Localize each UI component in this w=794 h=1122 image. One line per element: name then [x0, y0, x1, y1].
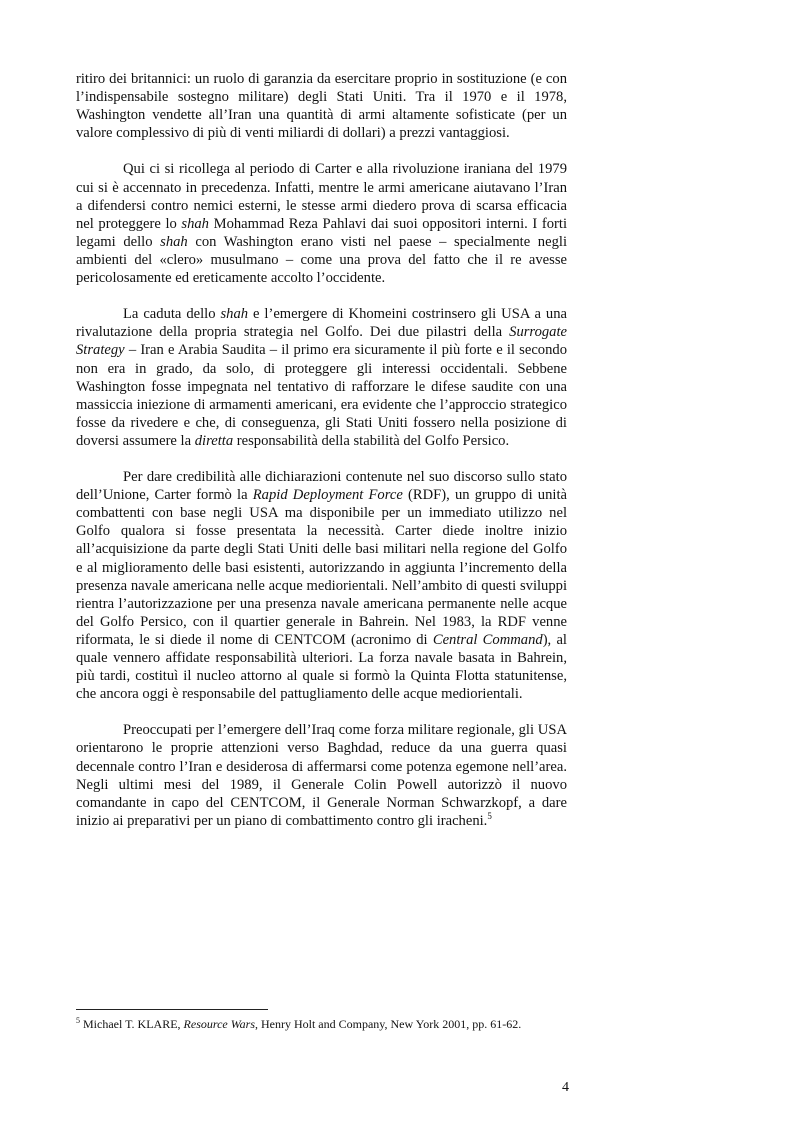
body-text — [76, 70, 567, 830]
paragraph — [76, 468, 567, 703]
text-run: La caduta dello — [123, 306, 221, 323]
text-run: Per dare credibilità alle dichiarazioni contenute nel suo discorso sullo stato dell’Unione, Carter formò la — [76, 469, 567, 504]
paragraph — [76, 721, 567, 830]
text-run: responsabilità della stabilità del Golfo Persico. — [233, 432, 510, 449]
text-run: (RDF), un gruppo di unità combattenti con base negli USA ma disponibile per un immediato utilizzo nel Golfo qualora si fosse presentata la necessità. Carter diede inoltre inizio all’acquisizione da parte degli Stati Uniti delle basi militari nella regione del Golfo e al miglioramento delle basi esistenti, autorizzando in aggiunta l’incremento della presenza navale americana nelle acque mediorientali. Nell’ambito di questi sviluppi rientra l’autorizzazione per una presenza navale americana permanente nelle acque del Golfo Persico, con il quartier generale in Bahrein. Nel 1983, la RDF venne riformata, le si diede il nome di CENTCOM (acronimo di — [76, 487, 567, 648]
paragraph — [76, 160, 567, 287]
footnote — [76, 1014, 567, 1034]
paragraph — [76, 305, 567, 450]
text-run: Preoccupati per l’emergere dell’Iraq come forza militare regionale, gli USA orientarono le proprie attenzioni verso Baghdad, reduce da una guerra quasi decennale contro l’Iran e desiderosa di affermarsi come potenza egemone nell’area. Negli ultimi mesi del 1989, il Generale Colin Powell autorizzò il nuovo comandante in capo del CENTCOM, il Generale Norman Schwarzkopf, a dare inizio ai preparativi per un piano di combattimento contro gli iracheni. — [76, 722, 567, 829]
footnote-marker: 5 — [76, 1016, 80, 1025]
page-number: 4 — [562, 1080, 569, 1095]
italic-text: Central Command — [432, 631, 543, 648]
italic-text: shah — [181, 215, 209, 232]
italic-text: shah — [220, 306, 249, 323]
text-run: Qui ci si ricollega al periodo di Carter e alla rivoluzione iraniana del 1979 cui si è accennato in precedenza. Infatti, mentre le armi americane aiutavano l’Iran a difendersi contro nemici esterni, le stesse armi diedero prova di scarsa efficacia nel proteggere lo — [76, 161, 567, 232]
text-run: con Washington erano visti nel paese – specialmente negli ambienti del «clero» musulmano – come una prova del fatto che il re avesse pericolosamente ed ereticamente accolto l’occidente. — [76, 233, 567, 287]
text-run: e l’emergere di Khomeini costrinsero gli USA a una rivalutazione della propria strategia nel Golfo. Dei due pilastri della — [76, 306, 567, 341]
footnote-separator — [76, 1009, 268, 1010]
text-run: ritiro dei britannici: un ruolo di garanzia da esercitare proprio in sostituzione (e con l’indispensabile sostegno militare) degli Stati Uniti. Tra il 1970 e il 1978, Washington vendette all’Iran una quantità di armi altamente sofisticate (per un valore complessivo di più di venti miliardi di dollari) a prezzi vantaggiosi. — [76, 71, 567, 142]
italic-text: shah — [160, 233, 188, 250]
paragraph — [76, 70, 567, 142]
text-run: – Iran e Arabia Saudita – il primo era sicuramente il più forte e il secondo non era in grado, da solo, di proteggere gli interessi occidentali. Sebbene Washington fosse impegnata nel tentativo di rafforzare le difese saudite con una massiccia iniezione di armamenti americani, era evidente che l’approccio strategico fosse da rivedere e che, di conseguenza, gli Stati Uniti fossero nella posizione di doversi assumere la — [76, 342, 567, 449]
text-run: Michael T. KLARE, — [80, 1017, 184, 1031]
text-run: Mohammad Reza Pahlavi dai suoi oppositori interni. I forti legami dello — [76, 215, 567, 250]
footnote-reference: 5 — [487, 810, 492, 821]
italic-text: diretta — [194, 432, 234, 449]
italic-text: Rapid Deployment Force — [252, 487, 403, 504]
italic-text: Surrogate Strategy — [76, 324, 567, 359]
italic-text: Resource Wars — [183, 1017, 255, 1031]
text-run: , Henry Holt and Company, New York 2001, pp. 61-62. — [254, 1017, 522, 1031]
text-run: ), al quale vennero affidate responsabilità ulteriori. La forza navale basata in Bahrein, più tardi, costituì il nucleo attorno al quale si formò la Quinta Flotta statunitense, che ancora oggi è responsabile del pattugliamento delle acque mediorientali. — [76, 631, 567, 703]
